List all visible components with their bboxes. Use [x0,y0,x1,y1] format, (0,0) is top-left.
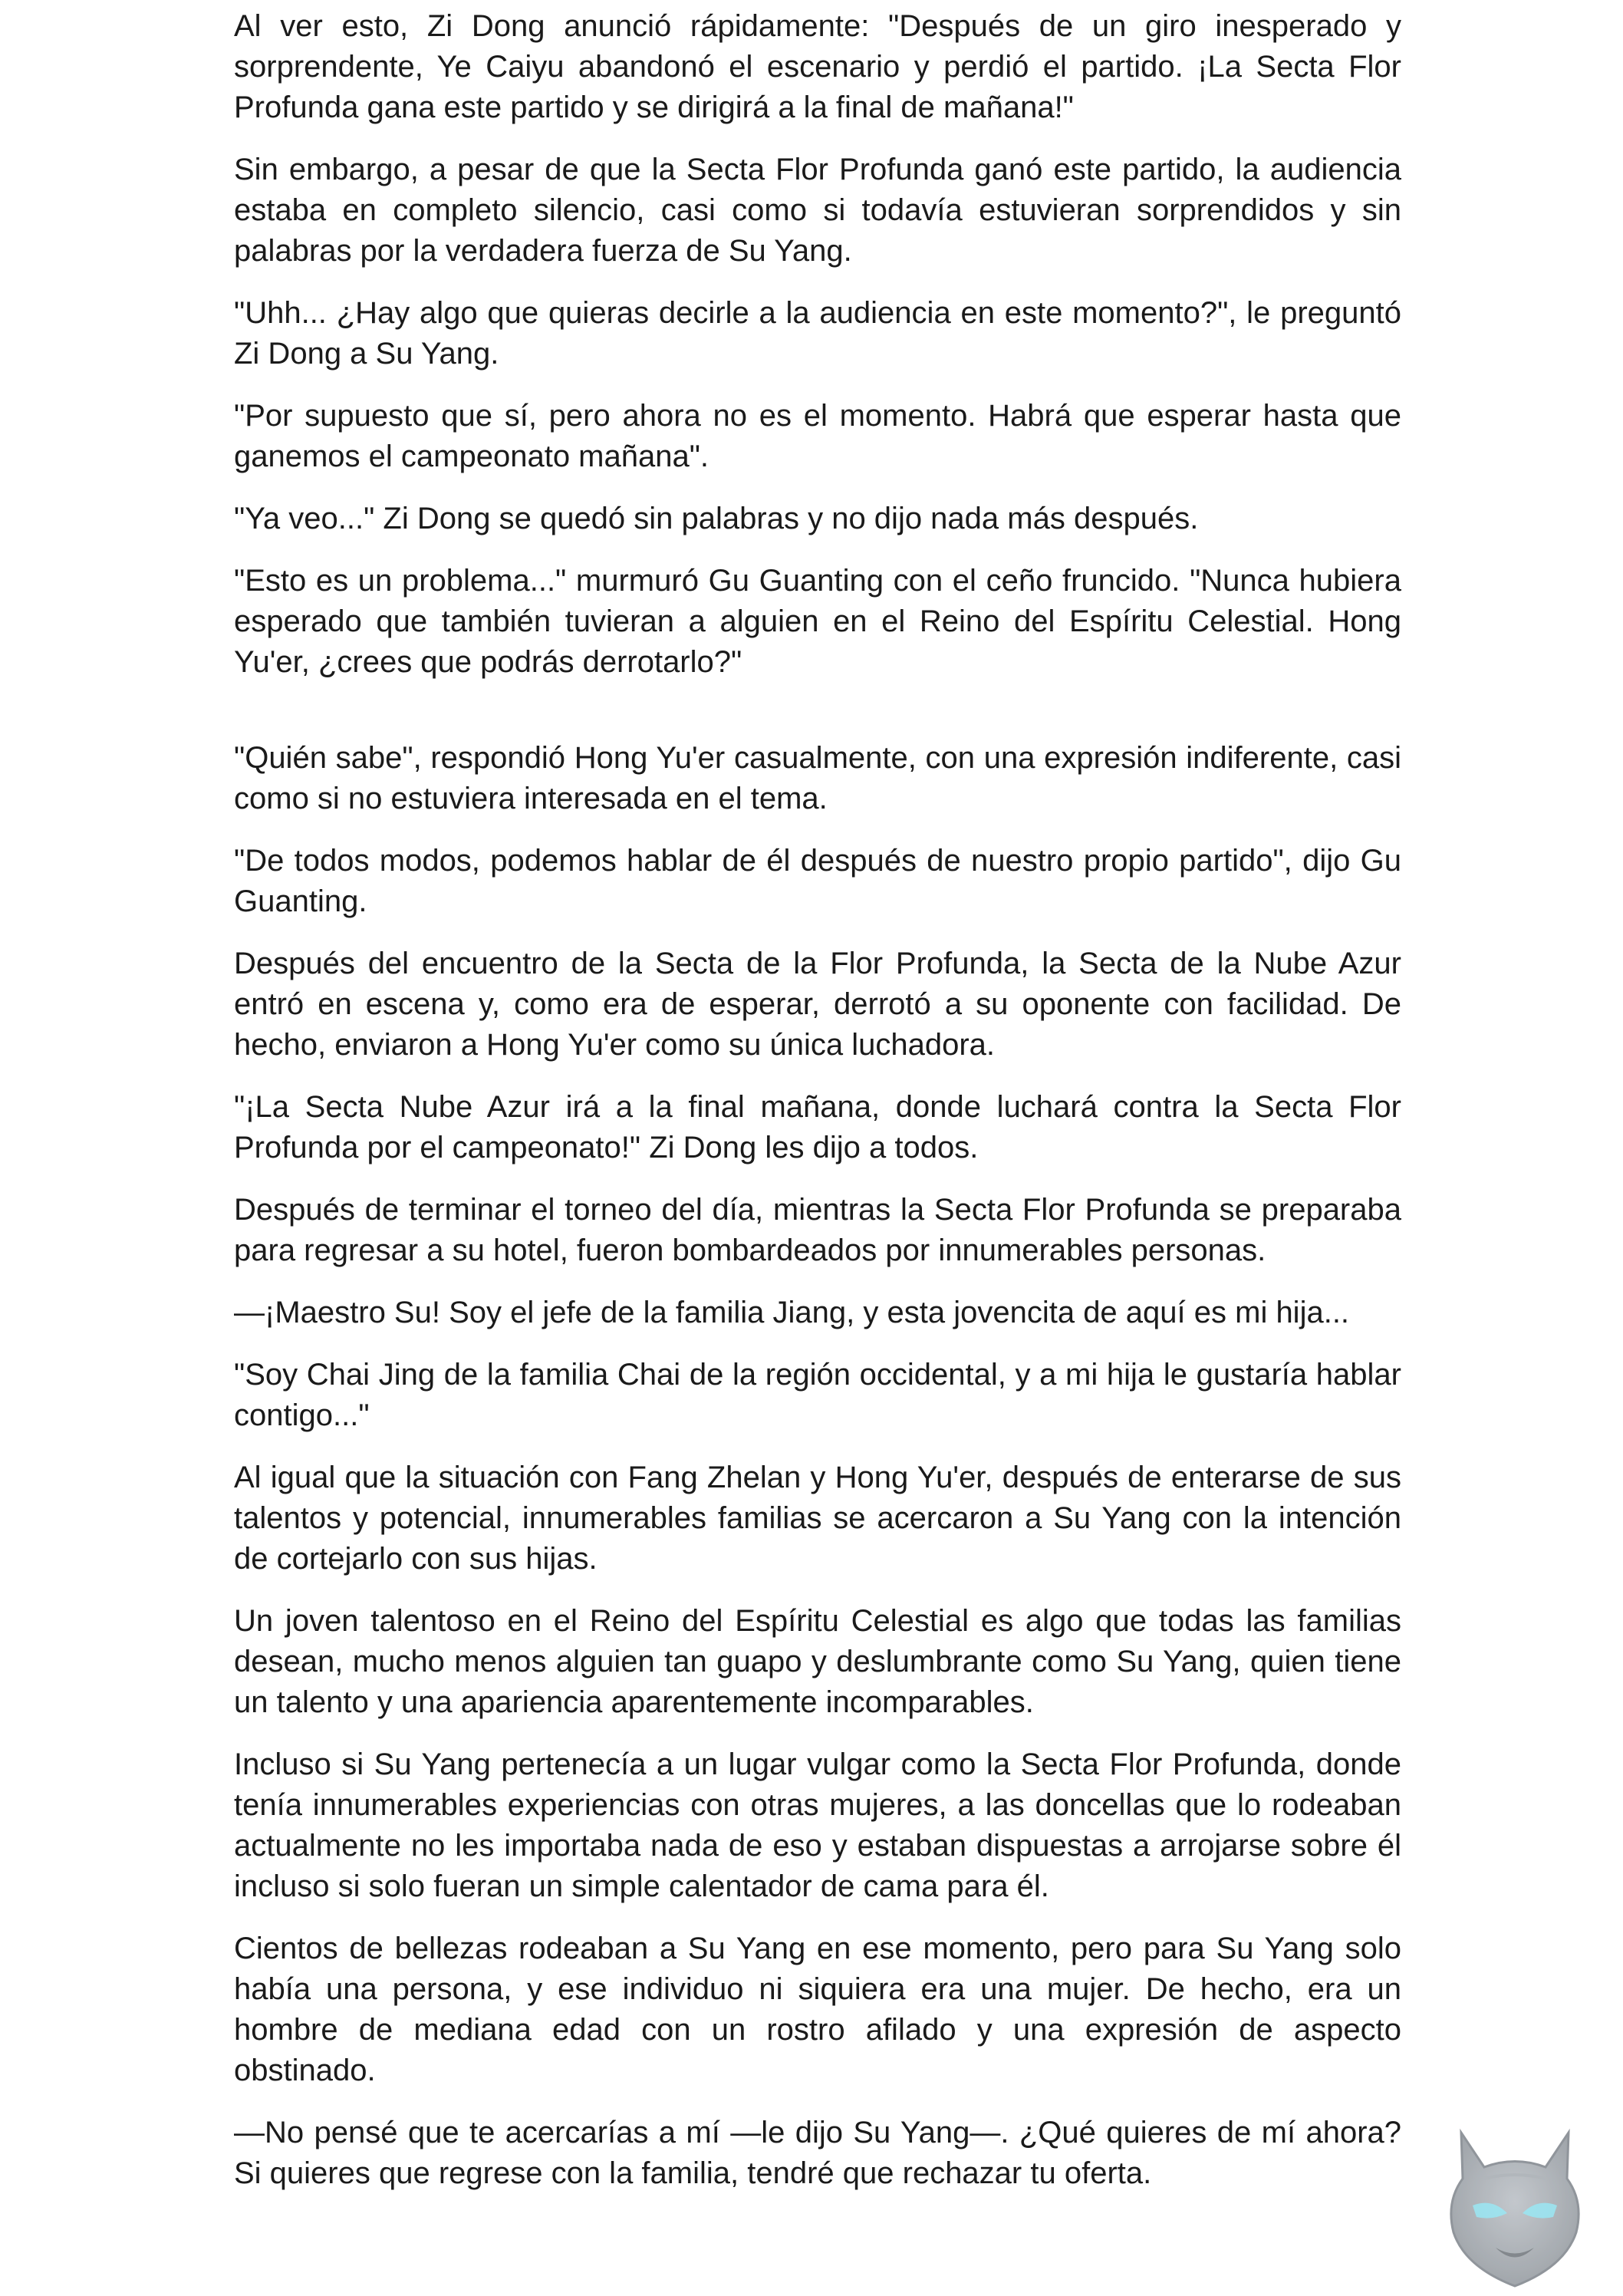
paragraph: "Por supuesto que sí, pero ahora no es el momento. Habrá que esperar hasta que ganemos el campeonato mañana". [234,399,1401,473]
paragraph: "Ya veo..." Zi Dong se quedó sin palabras y no dijo nada más después. [234,502,1199,535]
paragraph: Un joven talentoso en el Reino del Espíritu Celestial es algo que todas las familias desean, mucho menos alguien tan guapo y deslumbrante como Su Yang, quien tiene un talento y una apariencia aparentemente incomparables. [234,1604,1401,1719]
demon-mask-icon [1438,2125,1592,2290]
paragraph: Después del encuentro de la Secta de la Flor Profunda, la Secta de la Nube Azur entró en escena y, como era de esperar, derrotó a su oponente con facilidad. De hecho, enviaron a Hong Yu'er como su única luchadora. [234,947,1401,1062]
paragraph: Sin embargo, a pesar de que la Secta Flor Profunda ganó este partido, la audiencia estaba en completo silencio, casi como si todavía estuvieran sorprendidos y sin palabras por la verdadera fuerza de Su Yang. [234,153,1401,268]
paragraph: Después de terminar el torneo del día, mientras la Secta Flor Profunda se preparaba para regresar a su hotel, fueron bombardeados por innumerables personas. [234,1193,1401,1267]
paragraph: Cientos de bellezas rodeaban a Su Yang en ese momento, pero para Su Yang solo había una persona, y ese individuo ni siquiera era una mujer. De hecho, era un hombre de mediana edad con un rostro afilado y una expresión de aspecto obstinado. [234,1932,1401,2087]
paragraph: "Esto es un problema..." murmuró Gu Guanting con el ceño fruncido. "Nunca hubiera esperado que también tuvieran a alguien en el Reino del Espíritu Celestial. Hong Yu'er, ¿crees que podrás derrotarlo?" [234,564,1401,679]
paragraph: "Soy Chai Jing de la familia Chai de la región occidental, y a mi hija le gustaría hablar contigo..." [234,1358,1401,1432]
paragraph: "Quién sabe", respondió Hong Yu'er casualmente, con una expresión indiferente, casi como si no estuviera interesada en el tema. [234,741,1401,815]
paragraph: —¡Maestro Su! Soy el jefe de la familia Jiang, y esta jovencita de aquí es mi hija... [234,1296,1350,1329]
paragraph: "De todos modos, podemos hablar de él después de nuestro propio partido", dijo Gu Guanting. [234,844,1401,918]
paragraph: Al ver esto, Zi Dong anunció rápidamente: "Después de un giro inesperado y sorprendente, Ye Caiyu abandonó el escenario y perdió el partido. ¡La Secta Flor Profunda gana este partido y se dirigirá a la final de mañana!" [234,9,1401,124]
paragraph: Incluso si Su Yang pertenecía a un lugar vulgar como la Secta Flor Profunda, donde tenía innumerables experiencias con otras mujeres, a las doncellas que lo rodeaban actualmente no les importaba nada de eso y estaban dispuestas a arrojarse sobre él incluso si solo fueran un simple calentador de cama para él. [234,1748,1401,1903]
document-page [234,6,1401,2215]
paragraph: "¡La Secta Nube Azur irá a la final mañana, donde luchará contra la Secta Flor Profunda por el campeonato!" Zi Dong les dijo a todos. [234,1090,1401,1164]
paragraph: Al igual que la situación con Fang Zhelan y Hong Yu'er, después de enterarse de sus talentos y potencial, innumerables familias se acercaron a Su Yang con la intención de cortejarlo con sus hijas. [234,1461,1401,1576]
paragraph: —No pensé que te acercarías a mí —le dijo Su Yang—. ¿Qué quieres de mí ahora? Si quieres que regrese con la familia, tendré que rechazar tu oferta. [234,2116,1401,2190]
paragraph: "Uhh... ¿Hay algo que quieras decirle a la audiencia en este momento?", le preguntó Zi Dong a Su Yang. [234,296,1401,371]
